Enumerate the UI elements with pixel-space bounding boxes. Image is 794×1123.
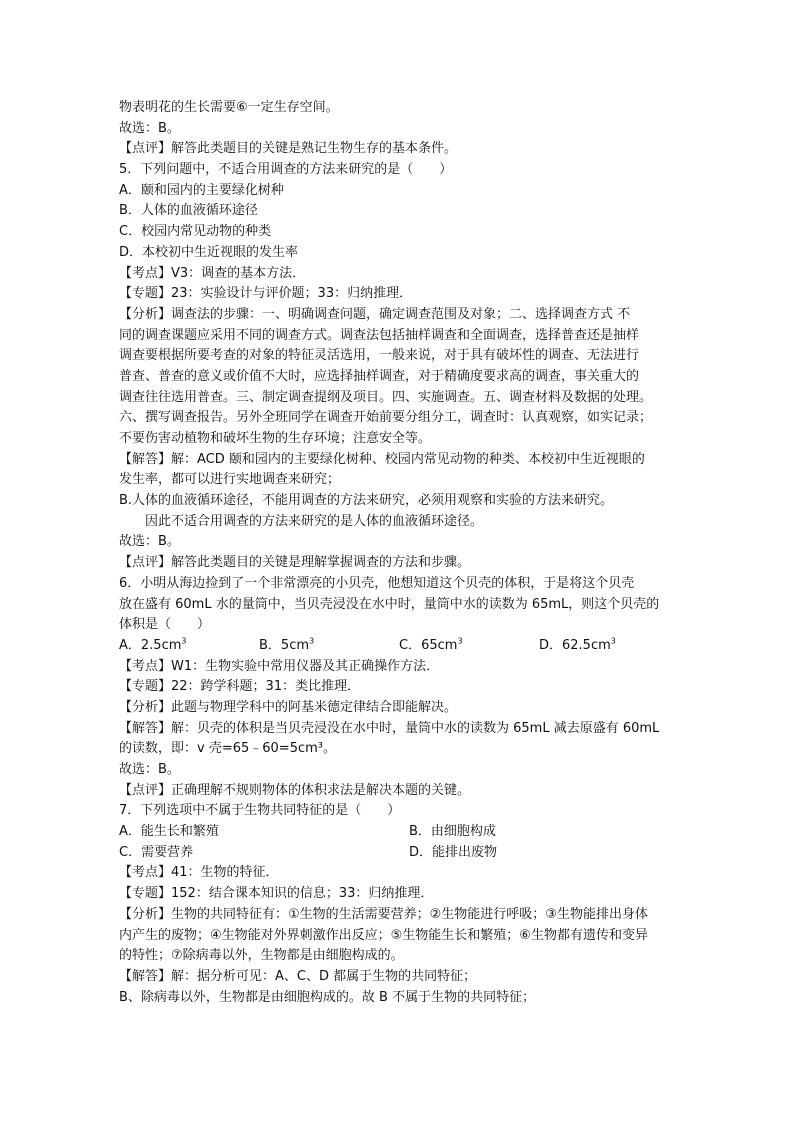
q5-option-d: D．本校初中生近视眼的发生率: [119, 244, 299, 260]
question-6: 6．小明从海边捡到了一个非常漂亮的小贝壳，他想知道这个贝壳的体积，于是将这个贝壳: [119, 575, 635, 591]
q7-topic: 【专题】152：结合课本知识的信息；33：归纳推理．: [119, 886, 434, 902]
q7-analysis: 【分析】生物的共同特征有：①生物的生活需要营养；②生物能进行呼吸；③生物能排出身体: [119, 906, 648, 922]
q5-solution: 因此不适合用调查的方法来研究的是人体的血液循环途径。: [145, 513, 484, 529]
q7-option-d: D．能排出废物: [409, 844, 498, 860]
q5-knowledge-point: 【考点】V3：调查的基本方法．: [119, 265, 306, 281]
q6-analysis: 【分析】此题与物理学科中的阿基米德定律结合即能解决。: [119, 699, 458, 715]
q5-analysis: 同的调查课题应采用不同的调查方式。调查法包括抽样调查和全面调查，选择普查还是抽样: [119, 327, 640, 343]
q6-option-d: D．$62.5cm^3$: [539, 636, 616, 653]
q6-topic: 【专题】22：跨学科题；31：类比推理．: [119, 679, 361, 695]
answer-line: 故选：B。: [119, 120, 180, 136]
question-6: 体积是（ ）: [119, 617, 211, 633]
text-line: 物表明花的生长需要⑥一定生存空间。: [119, 100, 339, 115]
q5-option-b: B．人体的血液循环途径: [119, 203, 258, 219]
q5-option-c: C．校园内常见动物的种类: [119, 224, 272, 240]
comment-line: 【点评】解答此类题目的关键是熟记生物生存的基本条件。: [119, 141, 458, 157]
q7-option-c: C．需要营养: [119, 844, 194, 860]
q7-solution: 【解答】解：据分析可见：A、C、D 都属于生物的共同特征；: [119, 968, 477, 984]
question-6: 放在盛有 60mL 水的量筒中，当贝壳浸没在水中时，量筒中水的读数为 65mL，则这个贝壳的: [119, 596, 660, 612]
q5-analysis: 调查往往选用普查。三、制定调查提纲及项目。四、实施调查。五、调查材料及数据的处理。: [119, 389, 653, 405]
q7-knowledge-point: 【考点】41：生物的特征．: [119, 865, 279, 881]
question-7: 7．下列选项中不属于生物共同特征的是（ ）: [119, 803, 401, 819]
q7-options-row-1: [119, 822, 679, 843]
question-5: 5．下列问题中，不适合用调查的方法来研究的是（ ）: [119, 162, 453, 178]
q5-analysis: 不要伤害动植物和破坏生物的生存环境；注意安全等。: [119, 431, 432, 446]
q7-option-a: A．能生长和繁殖: [119, 824, 219, 840]
q7-analysis: 内产生的废物；④生物能对外界刺激作出反应；⑤生物能生长和繁殖；⑥生物都有遗传和变异: [119, 927, 648, 943]
q6-option-b: B．$5cm^3$: [259, 636, 315, 653]
q5-solution: 发生率，都可以进行实地调查来研究；: [119, 472, 341, 488]
q5-option-a: A．颐和园内的主要绿化树种: [119, 182, 284, 198]
q6-solution: 【解答】解：贝壳的体积是当贝壳浸没在水中时，量筒中水的读数为 65mL 减去原盛有 60mL: [119, 720, 660, 736]
q7-solution: B、除病毒以外，生物都是由细胞构成的。故 B 不属于生物的共同特征；: [119, 989, 536, 1005]
q5-analysis: 普查、普查的意义或价值不大时，应选择抽样调查，对于精确度要求高的调查，事关重大的: [119, 368, 640, 384]
q6-option-c: C．$65cm^3$: [399, 636, 463, 653]
q6-comment: 【点评】正确理解不规则物体的体积求法是解决本题的关键。: [119, 782, 471, 798]
q5-answer: 故选：B。: [119, 534, 180, 550]
q5-analysis: 【分析】调查法的步骤：一、明确调查问题，确定调查范围及对象；二、选择调查方式 不: [119, 306, 631, 322]
q6-knowledge-point: 【考点】W1：生物实验中常用仪器及其正确操作方法．: [119, 658, 440, 674]
q5-comment: 【点评】解答此类题目的关键是理解掌握调查的方法和步骤。: [119, 555, 471, 571]
q5-topic: 【专题】23：实验设计与评价题；33：归纳推理．: [119, 286, 413, 302]
q5-solution: 【解答】解：ACD 颐和园内的主要绿化树种、校园内常见动物的种类、本校初中生近视眼的: [119, 451, 645, 467]
q5-analysis: 六、撰写调查报告。另外全班同学在调查开始前要分组分工，调查时：认真观察，如实记录；: [119, 410, 653, 426]
q7-option-b: B．由细胞构成: [409, 824, 496, 840]
q7-options-row-2: [119, 843, 679, 864]
q6-option-a: A．$2.5cm^3$: [119, 636, 187, 653]
q6-answer: 故选：B。: [119, 762, 180, 777]
q5-analysis: 调查要根据所要考查的对象的特征灵活选用，一般来说，对于具有破坏性的调查、无法进行: [119, 348, 640, 364]
document-page: [119, 98, 679, 1008]
q6-options-row: [119, 636, 679, 657]
q6-solution: 的读数，即：v 壳=65﹣60=5cm³。: [119, 741, 336, 757]
q5-solution: B.人体的血液循环途径，不能用调查的方法来研究，必须用观察和实验的方法来研究。: [119, 493, 614, 509]
q7-analysis: 的特性；⑦除病毒以外，生物都是由细胞构成的。: [119, 948, 404, 964]
